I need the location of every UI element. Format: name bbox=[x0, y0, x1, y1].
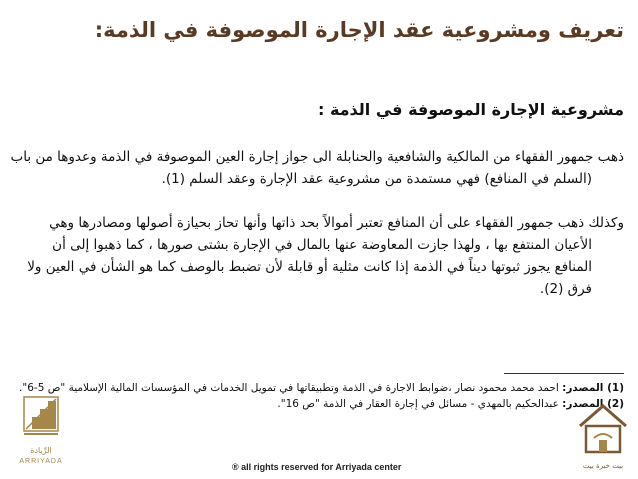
paragraph-2-line-1: وكذلك ذهب جمهور الفقهاء على أن المنافع تعتبر أموالاً بحد ذاتها وأنها تحاز بحيازة أصولها ومصادرها وهي bbox=[49, 215, 624, 231]
paragraph-1-line-1: ذهب جمهور الفقهاء من المالكية والشافعية والحنابلة الى جواز إجارة العين الموصوفة في الذمة وعدوها من باب bbox=[10, 149, 624, 165]
brand-logo-left bbox=[10, 395, 72, 467]
slide-title: تعريف ومشروعية عقد الإجارة الموصوفة في الذمة: bbox=[94, 18, 624, 42]
paragraph-1 bbox=[10, 146, 624, 190]
paragraph-1-line-2: (السلم في المنافع) فهي مستمدة من مشروعية عقد الإجارة وعقد السلم (1). bbox=[161, 171, 592, 187]
footnote-1 bbox=[19, 380, 624, 396]
footnote-2-label: (2) المصدر: bbox=[562, 398, 624, 410]
paragraph-2-line-2: الأعيان المنتفع بها ، ولهذا جازت المعاوضة عنها بالمال في الإجارة بشتى صورها ، كما ذهبوا إلى أن bbox=[52, 237, 592, 253]
brand-logo-right-text: بيت خبرة بيت bbox=[582, 462, 624, 470]
section-heading: مشروعية الإجارة الموصوفة في الذمة : bbox=[317, 100, 624, 119]
house-logo-icon bbox=[576, 398, 630, 458]
arriyada-emblem-icon bbox=[10, 395, 72, 441]
brand-logo-right bbox=[576, 398, 630, 472]
paragraph-2-line-3: المنافع يجوز ثبوتها ديناً في الذمة إذا كانت مثلية أو قابلة لأن تضبط بالوصف كما هو الشأن في العين ولا bbox=[27, 259, 592, 275]
paragraph-2-line-4: فرق (2). bbox=[539, 281, 592, 297]
copyright-notice: ® all rights reserved for Arriyada center bbox=[232, 462, 402, 472]
paragraph-2 bbox=[10, 212, 624, 300]
brand-logo-left-english: ARRIYADA bbox=[19, 458, 63, 465]
footnote-2 bbox=[64, 396, 624, 412]
footnote-2-text: عبدالحكيم بالمهدي - مسائل في إجارة العقار في الذمة "ص 16". bbox=[277, 398, 563, 410]
footnote-1-label: (1) المصدر: bbox=[562, 382, 624, 394]
footnotes bbox=[19, 380, 624, 412]
footnote-1-text: احمد محمد محمود نصار ،ضوابط الاجارة في الذمة وتطبيقاتها في تمويل الخدمات في المؤسسات المالية الإسلامية "ص 5-6". bbox=[19, 382, 563, 394]
footnote-divider bbox=[504, 373, 624, 374]
brand-logo-left-arabic: الرِّيادة bbox=[30, 446, 52, 455]
